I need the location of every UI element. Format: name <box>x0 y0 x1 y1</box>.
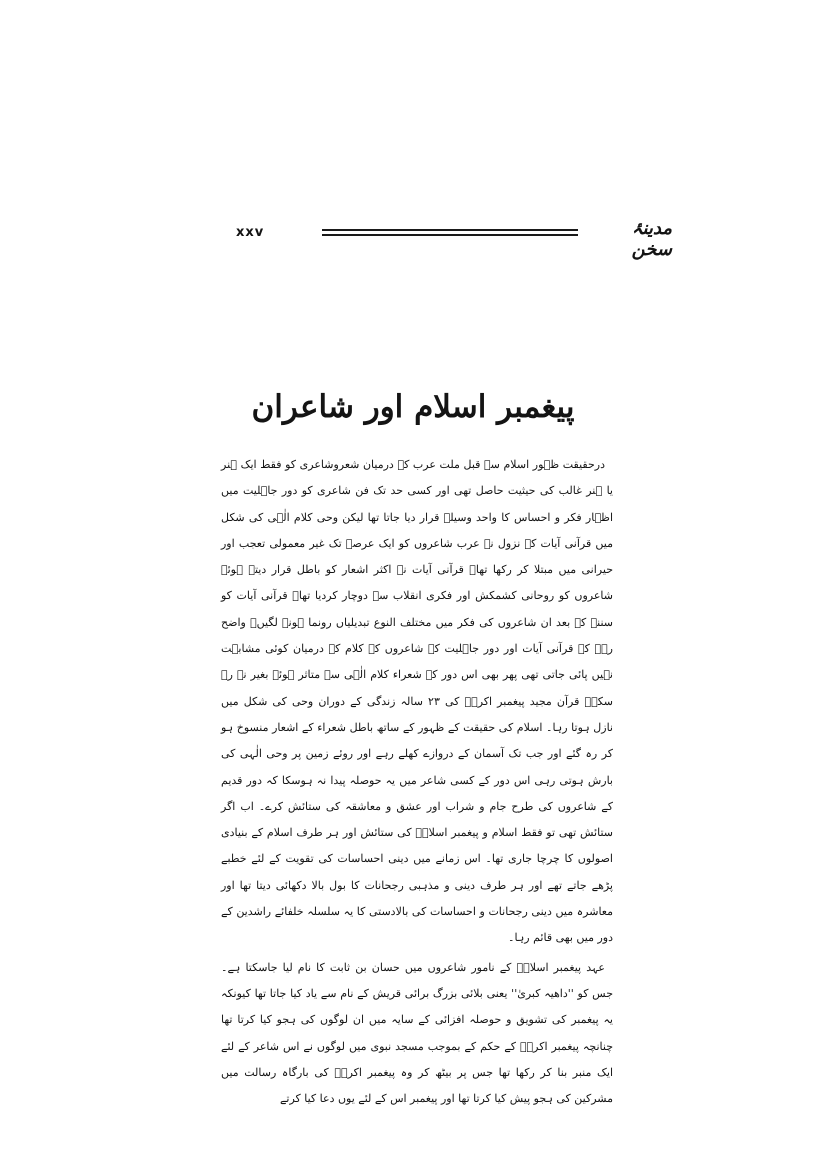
body-text <box>221 452 613 1112</box>
paragraph-2: عہد پیغمبر اسلامؐ کے نامور شاعروں میں حسان بن ثابت کا نام لیا جاسکتا ہے۔ جس کو ''داھیہ کبریٰ'' یعنی بلائی بزرگ برائی قریش کے نام سے یاد کیا جاتا تھا کیونکہ یہ پیغمبر کی تشویق و حوصلہ افزائی کے سایہ میں ان لوگوں کی ہجو کیا کرتا تھا چنانچہ پیغمبر اکرمؐ کے حکم کے بموجب مسجد نبوی میں لوگوں نے اس شاعر کے لئے ایک منبر بنا کر رکھا تھا جس پر بیٹھ کر وہ پیغمبر اکرمؐ کی بارگاہ رسالت میں مشرکین کی ہجو پیش کیا کرتا تھا اور پیغمبر اس کے لئے یوں دعا کیا کرتے <box>221 960 613 1106</box>
page-number: xxv <box>236 225 265 240</box>
header-rule-bottom <box>322 234 578 236</box>
header-rule-top <box>322 229 578 231</box>
chapter-title: پیغمبر اسلام اور شاعران <box>251 389 575 425</box>
paragraph-1: درحقیقت ظہور اسلام سے قبل ملت عرب کے درمیان شعروشاعری کو فقط ایک ہنر یا ہنر غالب کی حیثیت حاصل تھی اور کسی حد تک فن شاعری کو دور جاہلیت میں اظہار فکر و احساس کا واحد وسیلہ قرار دیا جاتا تھا لیکن وحی کلام الٰہی کی شکل میں قرآنی آیات کے نزول نے عرب شاعروں کو ایک عرصہ تک غیر معمولی تعجب اور حیرانی میں مبتلا کر رکھا تھا۔ قرآنی آیات نے اکثر اشعار کو باطل قرار دیتے ہوئے شاعروں کو روحانی کشمکش اور فکری انقلاب سے دوچار کردیا تھا۔ قرآنی آیات کو سننے کے بعد ان شاعروں کی فکر میں مختلف النوع تبدیلیاں رونما ہونے لگیں۔ واضح رہے کہ قرآنی آیات اور دور جاہلیت کے شاعروں کے کلام کے درمیان کوئی مشابہت نہیں پائی جاتی تھی پھر بھی اس دور کے شعراء کلام الٰہی سے متاثر ہوئے بغیر نہ رہ سکے۔ قرآن مجید پیغمبر اکرمؐ کی ۲۳ سالہ زندگی کے دوران وحی کی شکل میں نازل ہوتا رہا۔ اسلام کی حقیقت کے ظہور کے ساتھ باطل شعراء کے اشعار منسوخ ہو کر رہ گئے اور جب تک آسمان کے دروازے کھلے رہے اور روئے زمین پر وحی الٰہی کی بارش ہوتی رہی اس دور کے کسی شاعر میں یہ حوصلہ پیدا نہ ہوسکا کہ دور قدیم کے شاعروں کی طرح جام و شراب اور عشق و معاشقہ کی ستائش کرے۔ اب اگر ستائش تھی تو فقط اسلام و پیغمبر اسلامؐ کی ستائش اور ہر طرف اسلام کے بنیادی اصولوں کا چرچا جاری تھا۔ اس زمانے میں دینی احساسات کی تقویت کے لئے خطبے پڑھے جاتے تھے اور ہر طرف دینی و مذہبی رجحانات کا بول بالا دکھائی دیتا تھا اور معاشرہ میں دینی رجحانات و احساسات کی بالادستی کا یہ سلسلہ خلفائے راشدین کے دور میں بھی قائم رہا۔ <box>221 458 613 945</box>
running-head: مدینۂ سخن <box>631 218 672 260</box>
